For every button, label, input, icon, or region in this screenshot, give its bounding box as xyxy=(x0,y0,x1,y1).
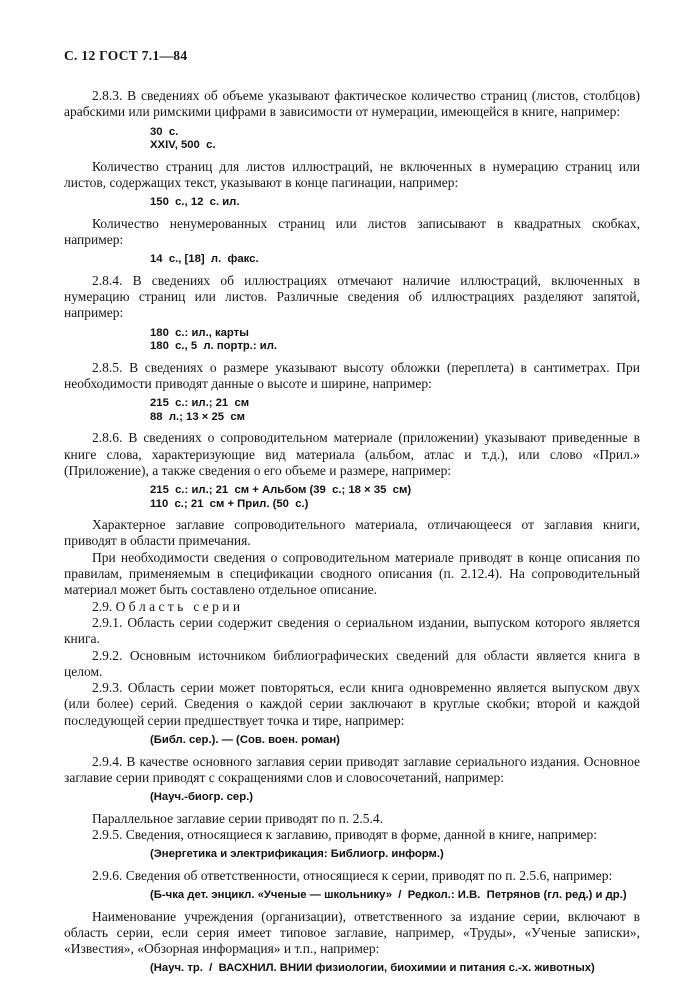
example-organization xyxy=(64,962,640,976)
paragraph-2-9-1: 2.9.1. Область серии содержит сведения о сериальном издании, выпуском которого является книга. xyxy=(64,614,640,647)
example-illustration-sheets xyxy=(64,196,640,210)
example-line: 215 с.: ил.; 21 см + Альбом (39 с.; 18 × 35 см) xyxy=(150,484,412,497)
paragraph-2-9-3: 2.9.3. Область серии может повторяться, если книга одновременно является выпуском двух (или более) серий. Сведения о каждой серии заключают в круглые скобки; второй и каждой последующей серии предшествует точка и тире, например: xyxy=(64,680,640,728)
paragraph-characteristic-title: Характерное заглавие сопроводительного материала, отличающееся от заглавия книги, приводят в области примечания. xyxy=(64,517,640,549)
paragraph-illustration-sheets: Количество страниц для листов иллюстраций, не включенных в нумерацию страниц или листов, содержащих текст, указывают в конце пагинации, например: xyxy=(64,158,640,190)
example-unnumbered-pages xyxy=(64,253,640,267)
example-line: XXIV, 500 с. xyxy=(150,139,216,152)
paragraph-2-9-4: 2.9.4. В качестве основного заглавия серии приводят заглавие сериального издания. Основное заглавие серии приводят с сокращениями слов и словосочетаний, например: xyxy=(64,753,640,785)
example-illustrations xyxy=(64,327,640,354)
example-line: (Энергетика и электрификация: Библиогр. информ.) xyxy=(150,848,444,861)
example-accompanying-material xyxy=(64,484,640,511)
paragraph-2-8-3: 2.8.3. В сведениях об объеме указывают фактическое количество страниц (листов, столбцов) арабскими или римскими цифрами в зависимости от нумерации, имеющейся в книге, например: xyxy=(64,88,640,120)
paragraph-2-9-2: 2.9.2. Основным источником библиографических сведений для области является книга в целом. xyxy=(64,647,640,679)
example-line: (Науч.-биогр. сер.) xyxy=(150,791,254,804)
example-line: 215 с.: ил.; 21 см xyxy=(150,397,250,410)
example-line: 14 с., [18] л. факс. xyxy=(150,253,259,266)
example-line: (Б-чка дет. энцикл. «Ученые — школьнику» / Редкол.: И.В. Петрянов (гл. ред.) и др.) xyxy=(150,889,627,901)
example-size xyxy=(64,397,640,424)
paragraph-unnumbered-pages: Количество ненумерованных страниц или листов записывают в квадратных скобках, например: xyxy=(64,215,640,247)
paragraph-2-9-5: 2.9.5. Сведения, относящиеся к заглавию, приводят в форме, данной в книге, например: xyxy=(92,826,597,842)
paragraph-material-rules: При необходимости сведения о сопроводительном материале приводят в конце описания по правилам, применяемым в спецификации сводного описания (п. 2.12.4). На сопроводительный материал может быть составлено отдельное описание. xyxy=(64,549,640,598)
paragraph-2-8-4: 2.8.4. В сведениях об иллюстрациях отмечают наличие иллюстраций, включенных в нумерацию страниц или листов. Различные сведения об иллюстрациях разделяют запятой, например: xyxy=(64,272,640,321)
paragraph-organization-name: Наименование учреждения (организации), ответственного за издание серии, включают в область серии, если серия имеет типовое заглавие, например, «Труды», «Ученые записки», «Известия», «Обзорная информация» и т.п., например: xyxy=(64,908,640,957)
example-series-title xyxy=(64,791,640,805)
example-line: 150 с., 12 с. ил. xyxy=(150,196,240,209)
example-line: 30 с. xyxy=(150,125,179,138)
example-series-brackets xyxy=(64,734,640,748)
example-line: (Науч. тр. / ВАСХНИЛ. ВНИИ физиологии, биохимии и питания с.-х. животных) xyxy=(150,962,595,975)
example-pages-count xyxy=(64,126,640,153)
paragraph-parallel-title: Параллельное заглавие серии приводят по п. 2.5.4. xyxy=(92,810,383,826)
page-header: С. 12 ГОСТ 7.1—84 xyxy=(64,48,188,63)
section-heading-2-9: 2.9. О б л а с т ь с е р и и xyxy=(92,598,241,614)
example-responsibility xyxy=(64,889,640,903)
example-title-info xyxy=(64,848,640,862)
paragraph-2-9-6: 2.9.6. Сведения об ответственности, относящиеся к серии, приводят по п. 2.5.6, например: xyxy=(92,867,613,883)
example-line: (Библ. сер.). — (Сов. воен. роман) xyxy=(150,734,340,747)
example-line: 110 с.; 21 см + Прил. (50 с.) xyxy=(150,497,309,510)
example-line: 180 с., 5 л. портр.: ил. xyxy=(150,340,278,353)
example-line: 88 л.; 13 × 25 см xyxy=(150,410,245,423)
example-line: 180 с.: ил., карты xyxy=(150,326,249,339)
paragraph-2-8-5: 2.8.5. В сведениях о размере указывают высоту обложки (переплета) в сантиметрах. При необходимости приводят данные о высоте и ширине, например: xyxy=(64,359,640,391)
paragraph-2-8-6: 2.8.6. В сведениях о сопроводительном материале (приложении) указывают приведенные в книге слова, характеризующие вид материала (альбом, атлас и т.д.), или слово «Прил.» (Приложение), а также сведения о его объеме и размере, например: xyxy=(64,430,640,478)
